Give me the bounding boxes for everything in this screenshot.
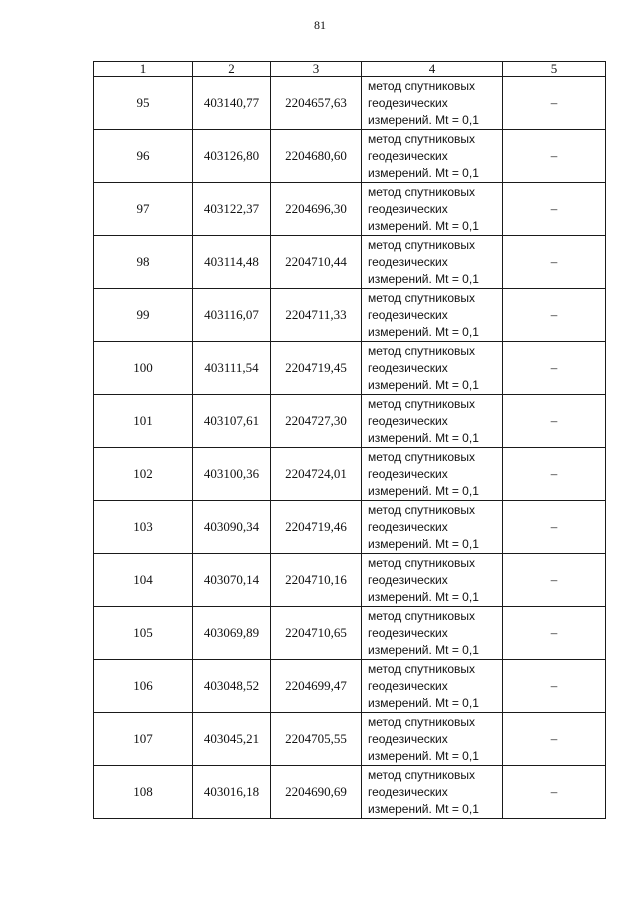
table-row	[94, 607, 606, 660]
method-text-line: геодезических	[368, 95, 448, 110]
point-number-cell: 96	[94, 130, 193, 183]
note-cell: –	[503, 130, 606, 183]
coord-x-cell: 403070,14	[193, 554, 271, 607]
method-text-line: измерений. Mt = 0,1	[368, 324, 479, 339]
coord-x-cell: 403016,18	[193, 766, 271, 819]
page-number: 81	[314, 18, 326, 32]
method-text-line: метод спутниковых	[368, 767, 476, 782]
table-row	[94, 766, 606, 819]
table-row	[94, 342, 606, 395]
point-number-cell: 105	[94, 607, 193, 660]
header-col-4: 4	[362, 62, 503, 77]
method-cell	[362, 766, 503, 819]
method-text-line: метод спутниковых	[368, 396, 476, 411]
method-text-line: метод спутниковых	[368, 608, 476, 623]
point-number-cell: 106	[94, 660, 193, 713]
coord-x-cell: 403045,21	[193, 713, 271, 766]
method-text-line: геодезических	[368, 731, 448, 746]
method-text-line: геодезических	[368, 201, 448, 216]
note-cell: –	[503, 501, 606, 554]
header-col-2: 2	[193, 62, 271, 77]
method-text-line: метод спутниковых	[368, 290, 476, 305]
note-cell: –	[503, 660, 606, 713]
method-text-line: метод спутниковых	[368, 555, 476, 570]
method-text-line: измерений. Mt = 0,1	[368, 536, 479, 551]
coord-y-cell: 2204727,30	[271, 395, 362, 448]
coord-y-cell: 2204705,55	[271, 713, 362, 766]
coord-y-cell: 2204690,69	[271, 766, 362, 819]
point-number-cell: 97	[94, 183, 193, 236]
point-number-cell: 101	[94, 395, 193, 448]
method-text-line: измерений. Mt = 0,1	[368, 748, 479, 763]
coord-y-cell: 2204680,60	[271, 130, 362, 183]
method-text-line: измерений. Mt = 0,1	[368, 483, 479, 498]
method-cell	[362, 395, 503, 448]
coord-y-cell: 2204699,47	[271, 660, 362, 713]
method-text-line: геодезических	[368, 572, 448, 587]
method-text-line: геодезических	[368, 784, 448, 799]
coord-y-cell: 2204724,01	[271, 448, 362, 501]
method-text-line: метод спутниковых	[368, 449, 476, 464]
note-cell: –	[503, 77, 606, 130]
header-col-5: 5	[503, 62, 606, 77]
method-cell	[362, 501, 503, 554]
coord-x-cell: 403114,48	[193, 236, 271, 289]
method-text-line: измерений. Mt = 0,1	[368, 165, 479, 180]
method-text-line: измерений. Mt = 0,1	[368, 112, 479, 127]
table-row	[94, 130, 606, 183]
table-row	[94, 660, 606, 713]
method-cell	[362, 183, 503, 236]
coord-x-cell: 403116,07	[193, 289, 271, 342]
note-cell: –	[503, 448, 606, 501]
method-text-line: метод спутниковых	[368, 661, 476, 676]
coord-x-cell: 403111,54	[193, 342, 271, 395]
table-row	[94, 713, 606, 766]
method-text-line: метод спутниковых	[368, 502, 476, 517]
method-text-line: геодезических	[368, 148, 448, 163]
header-row	[94, 62, 606, 77]
note-cell: –	[503, 554, 606, 607]
note-cell: –	[503, 183, 606, 236]
coord-y-cell: 2204719,46	[271, 501, 362, 554]
method-text-line: измерений. Mt = 0,1	[368, 589, 479, 604]
method-text-line: геодезических	[368, 678, 448, 693]
coord-x-cell: 403126,80	[193, 130, 271, 183]
table-row	[94, 554, 606, 607]
point-number-cell: 107	[94, 713, 193, 766]
note-cell: –	[503, 395, 606, 448]
coord-x-cell: 403090,34	[193, 501, 271, 554]
table-row	[94, 289, 606, 342]
method-text-line: метод спутниковых	[368, 184, 476, 199]
coord-y-cell: 2204710,65	[271, 607, 362, 660]
method-text-line: измерений. Mt = 0,1	[368, 271, 479, 286]
method-text-line: метод спутниковых	[368, 131, 476, 146]
method-text-line: геодезических	[368, 360, 448, 375]
coord-x-cell: 403100,36	[193, 448, 271, 501]
note-cell: –	[503, 289, 606, 342]
point-number-cell: 104	[94, 554, 193, 607]
method-cell	[362, 660, 503, 713]
point-number-cell: 99	[94, 289, 193, 342]
note-cell: –	[503, 713, 606, 766]
table-row	[94, 236, 606, 289]
table-row	[94, 77, 606, 130]
method-text-line: измерений. Mt = 0,1	[368, 430, 479, 445]
method-text-line: геодезических	[368, 307, 448, 322]
coord-x-cell: 403140,77	[193, 77, 271, 130]
method-text-line: измерений. Mt = 0,1	[368, 695, 479, 710]
coord-x-cell: 403048,52	[193, 660, 271, 713]
coord-y-cell: 2204710,16	[271, 554, 362, 607]
coord-y-cell: 2204719,45	[271, 342, 362, 395]
header-col-3: 3	[271, 62, 362, 77]
table-row	[94, 183, 606, 236]
method-text-line: измерений. Mt = 0,1	[368, 377, 479, 392]
method-cell	[362, 554, 503, 607]
method-cell	[362, 607, 503, 660]
method-cell	[362, 77, 503, 130]
point-number-cell: 95	[94, 77, 193, 130]
method-text-line: метод спутниковых	[368, 78, 476, 93]
method-cell	[362, 130, 503, 183]
method-cell	[362, 448, 503, 501]
coord-x-cell: 403107,61	[193, 395, 271, 448]
coord-y-cell: 2204696,30	[271, 183, 362, 236]
method-text-line: метод спутниковых	[368, 237, 476, 252]
method-cell	[362, 236, 503, 289]
method-text-line: измерений. Mt = 0,1	[368, 218, 479, 233]
note-cell: –	[503, 766, 606, 819]
header-col-1: 1	[94, 62, 193, 77]
method-text-line: геодезических	[368, 519, 448, 534]
coord-y-cell: 2204657,63	[271, 77, 362, 130]
note-cell: –	[503, 607, 606, 660]
point-number-cell: 98	[94, 236, 193, 289]
table-row	[94, 448, 606, 501]
coord-y-cell: 2204711,33	[271, 289, 362, 342]
point-number-cell: 100	[94, 342, 193, 395]
method-text-line: геодезических	[368, 625, 448, 640]
coord-y-cell: 2204710,44	[271, 236, 362, 289]
method-cell	[362, 342, 503, 395]
table-header	[94, 62, 606, 77]
method-text-line: геодезических	[368, 413, 448, 428]
coord-x-cell: 403122,37	[193, 183, 271, 236]
method-text-line: геодезических	[368, 254, 448, 269]
table-row	[94, 395, 606, 448]
table-body	[94, 77, 606, 819]
point-number-cell: 103	[94, 501, 193, 554]
table-row	[94, 501, 606, 554]
method-text-line: геодезических	[368, 466, 448, 481]
method-text-line: метод спутниковых	[368, 714, 476, 729]
method-text-line: метод спутниковых	[368, 343, 476, 358]
point-number-cell: 108	[94, 766, 193, 819]
method-cell	[362, 289, 503, 342]
method-text-line: измерений. Mt = 0,1	[368, 642, 479, 657]
note-cell: –	[503, 342, 606, 395]
coord-x-cell: 403069,89	[193, 607, 271, 660]
coordinates-table	[93, 61, 606, 819]
method-text-line: измерений. Mt = 0,1	[368, 801, 479, 816]
method-cell	[362, 713, 503, 766]
note-cell: –	[503, 236, 606, 289]
point-number-cell: 102	[94, 448, 193, 501]
